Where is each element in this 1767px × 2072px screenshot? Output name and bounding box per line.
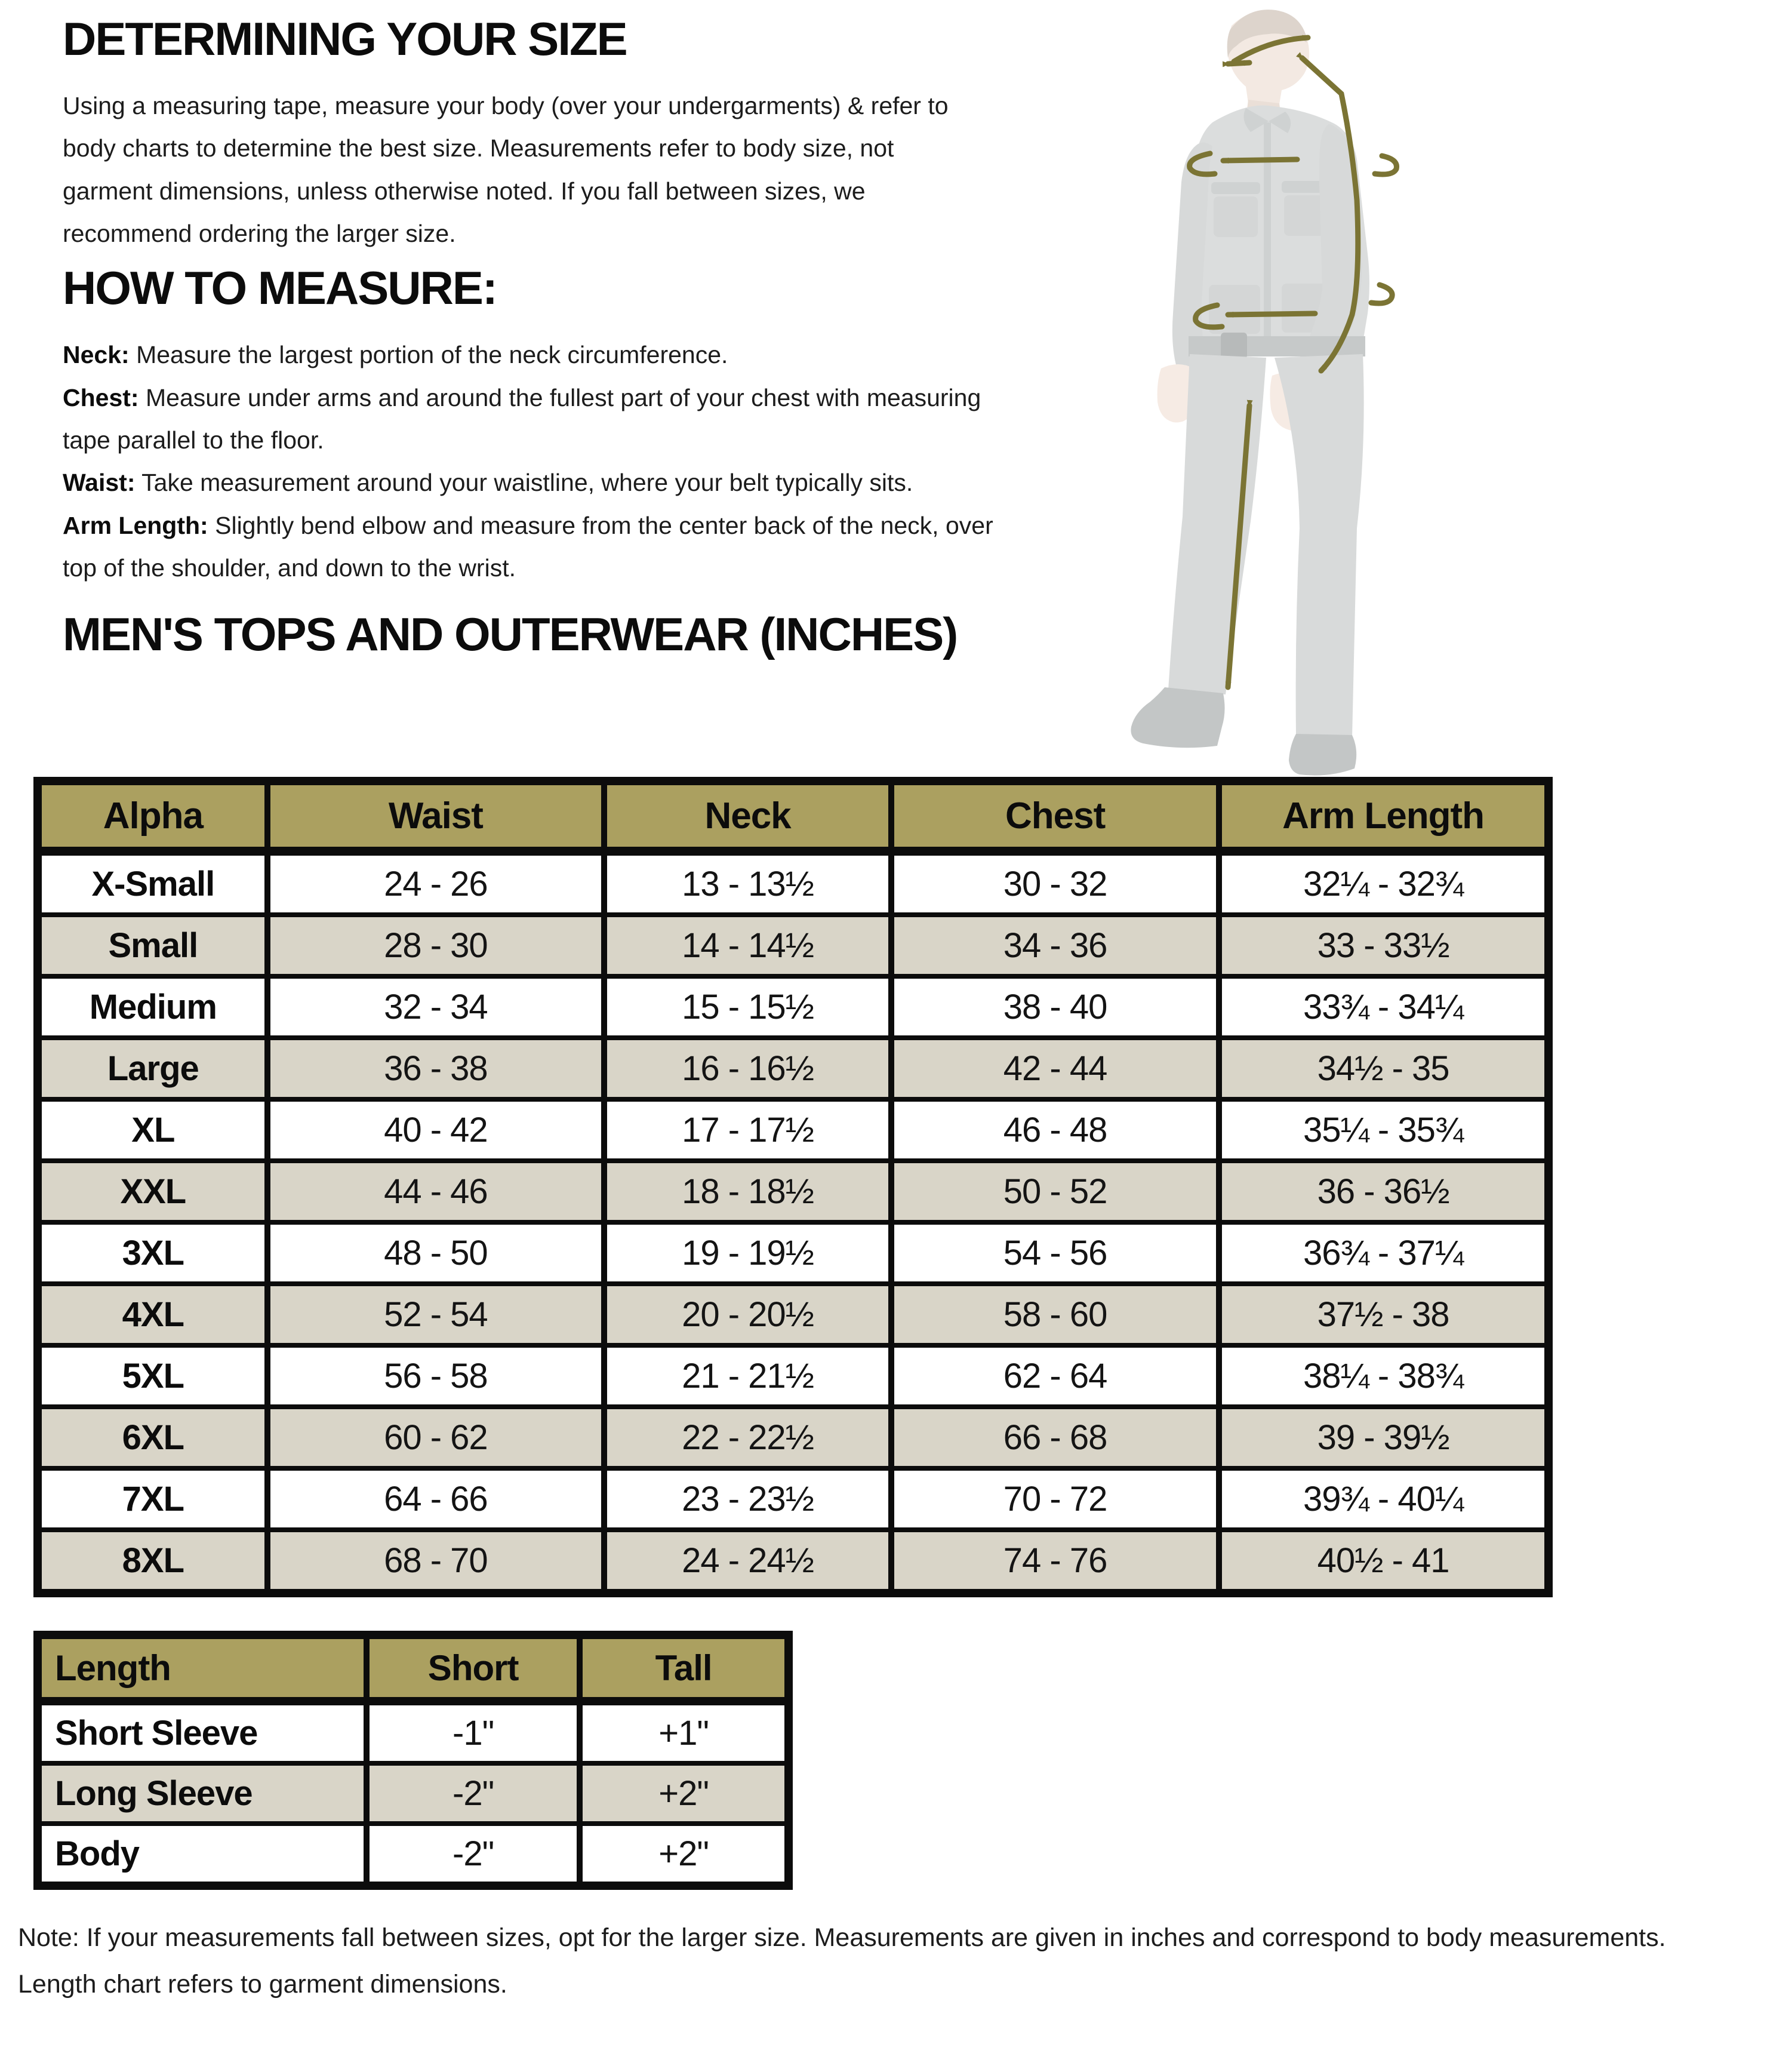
measure-item-neck [63,334,994,376]
mannequin-measurement-illustration [1072,3,1466,779]
note-between-sizes: Note: If your measurements fall between sizes, opt for the larger size. Measurements are given in inches and correspond to body measurements. [18,1923,1666,1953]
value-cell: 20 - 20½ [604,1284,891,1345]
value-cell: 33¾ - 34¼ [1219,976,1549,1038]
row-label-cell: Small [38,915,267,976]
table-row [38,1407,1549,1468]
value-cell: 28 - 30 [267,915,604,976]
length-adjustment-table [33,1631,793,1890]
value-cell: 40 - 42 [267,1099,604,1161]
row-label-cell: Short Sleeve [38,1701,367,1763]
value-cell: 32 - 34 [267,976,604,1038]
header-row [38,1635,789,1701]
row-label-cell: 4XL [38,1284,267,1345]
measure-item-arm-length [63,505,994,590]
row-label-cell: 6XL [38,1407,267,1468]
row-label-cell: XL [38,1099,267,1161]
table-row [38,1701,789,1763]
value-cell: 35¼ - 35¾ [1219,1099,1549,1161]
measure-item-waist [63,462,994,504]
value-cell: 38¼ - 38¾ [1219,1345,1549,1407]
column-header: Alpha [38,781,267,851]
value-cell: 66 - 68 [891,1407,1219,1468]
value-cell: +1" [580,1701,789,1763]
value-cell: 50 - 52 [891,1161,1219,1222]
value-cell: 30 - 32 [891,851,1219,915]
neck-double-arrow [1228,63,1249,64]
value-cell: 34 - 36 [891,915,1219,976]
value-cell: 36¾ - 37¼ [1219,1222,1549,1284]
value-cell: 14 - 14½ [604,915,891,976]
measure-item-chest [63,377,994,462]
value-cell: 36 - 38 [267,1038,604,1099]
value-cell: 39 - 39½ [1219,1407,1549,1468]
size-table-title: MEN'S TOPS AND OUTERWEAR (INCHES) [63,608,958,661]
table-row [38,1099,1549,1161]
measure-label-chest: Chest: [63,383,139,411]
measurement-figure [1072,3,1466,779]
value-cell: 37½ - 38 [1219,1284,1549,1345]
value-cell: 24 - 24½ [604,1530,891,1593]
table-row [38,1345,1549,1407]
table-row [38,1284,1549,1345]
value-cell: 62 - 64 [891,1345,1219,1407]
value-cell: 34½ - 35 [1219,1038,1549,1099]
intro-paragraph: Using a measuring tape, measure your body (over your undergarments) & refer to body charts to determine the best size. Measurements refer to body size, not garment dimensions, unless otherwise noted. If you fall between sizes, we recommend ordering the larger size. [63,92,949,247]
value-cell: -1" [367,1701,580,1763]
value-cell: 39¾ - 40¼ [1219,1468,1549,1530]
measure-label-neck: Neck: [63,341,130,369]
value-cell: 64 - 66 [267,1468,604,1530]
column-header: Length [38,1635,367,1701]
value-cell: +2" [580,1824,789,1886]
value-cell: 16 - 16½ [604,1038,891,1099]
waist-measure-arrow [1228,313,1315,315]
main-content [0,0,1767,661]
table-row [38,976,1549,1038]
table-row [38,915,1549,976]
measure-text-neck: Measure the largest portion of the neck circumference. [136,341,728,369]
measure-text-chest: Measure under arms and around the fullest part of your chest with measuring tape parallel to the floor. [63,383,981,454]
value-cell: 17 - 17½ [604,1099,891,1161]
row-label-cell: 3XL [38,1222,267,1284]
value-cell: 21 - 21½ [604,1345,891,1407]
value-cell: -2" [367,1763,580,1824]
value-cell: 42 - 44 [891,1038,1219,1099]
mannequin-silhouette [1131,10,1369,775]
measure-list [63,334,994,589]
column-header: Tall [580,1635,789,1701]
row-label-cell: 5XL [38,1345,267,1407]
value-cell: 56 - 58 [267,1345,604,1407]
value-cell: 74 - 76 [891,1530,1219,1593]
table-row [38,851,1549,915]
page-title: DETERMINING YOUR SIZE [63,13,627,65]
table-row [38,1763,789,1824]
measure-label-waist: Waist: [63,469,136,497]
row-label-cell: Large [38,1038,267,1099]
column-header: Chest [891,781,1219,851]
value-cell: 48 - 50 [267,1222,604,1284]
value-cell: 60 - 62 [267,1407,604,1468]
table-row [38,1038,1549,1099]
value-cell: 46 - 48 [891,1099,1219,1161]
value-cell: 38 - 40 [891,976,1219,1038]
column-header: Neck [604,781,891,851]
row-label-cell: XXL [38,1161,267,1222]
footnotes [18,1917,1749,2005]
value-cell: 68 - 70 [267,1530,604,1593]
column-header: Arm Length [1219,781,1549,851]
table-row [38,1222,1549,1284]
measure-text-waist: Take measurement around your waistline, where your belt typically sits. [141,469,913,497]
chest-measure-arrow [1223,159,1297,161]
table-row [38,1530,1549,1593]
mens-tops-size-table [33,777,1553,1597]
value-cell: 44 - 46 [267,1161,604,1222]
waist-right-loop [1371,285,1392,303]
row-label-cell: 7XL [38,1468,267,1530]
row-label-cell: 8XL [38,1530,267,1593]
value-cell: 52 - 54 [267,1284,604,1345]
value-cell: 54 - 56 [891,1222,1219,1284]
value-cell: 40½ - 41 [1219,1530,1549,1593]
value-cell: 15 - 15½ [604,976,891,1038]
row-label-cell: X-Small [38,851,267,915]
table-row [38,1824,789,1886]
value-cell: 58 - 60 [891,1284,1219,1345]
value-cell: 70 - 72 [891,1468,1219,1530]
measure-label-arm-length: Arm Length: [63,511,208,539]
table-row [38,1161,1549,1222]
value-cell: +2" [580,1763,789,1824]
value-cell: 22 - 22½ [604,1407,891,1468]
header-row [38,781,1549,851]
column-header: Short [367,1635,580,1701]
value-cell: 23 - 23½ [604,1468,891,1530]
value-cell: 33 - 33½ [1219,915,1549,976]
value-cell: -2" [367,1824,580,1886]
row-label-cell: Long Sleeve [38,1763,367,1824]
measure-text-arm-length: Slightly bend elbow and measure from the center back of the neck, over top of the shoulder, and down to the wrist. [63,511,993,582]
value-cell: 32¼ - 32¾ [1219,851,1549,915]
value-cell: 13 - 13½ [604,851,891,915]
value-cell: 18 - 18½ [604,1161,891,1222]
value-cell: 19 - 19½ [604,1222,891,1284]
table-row [38,1468,1549,1530]
note-length-chart: Length chart refers to garment dimensions. [18,1969,507,1999]
value-cell: 24 - 26 [267,851,604,915]
row-label-cell: Body [38,1824,367,1886]
value-cell: 36 - 36½ [1219,1161,1549,1222]
column-header: Waist [267,781,604,851]
chest-right-loop [1375,156,1397,174]
row-label-cell: Medium [38,976,267,1038]
how-to-measure-title: HOW TO MEASURE: [63,262,497,315]
